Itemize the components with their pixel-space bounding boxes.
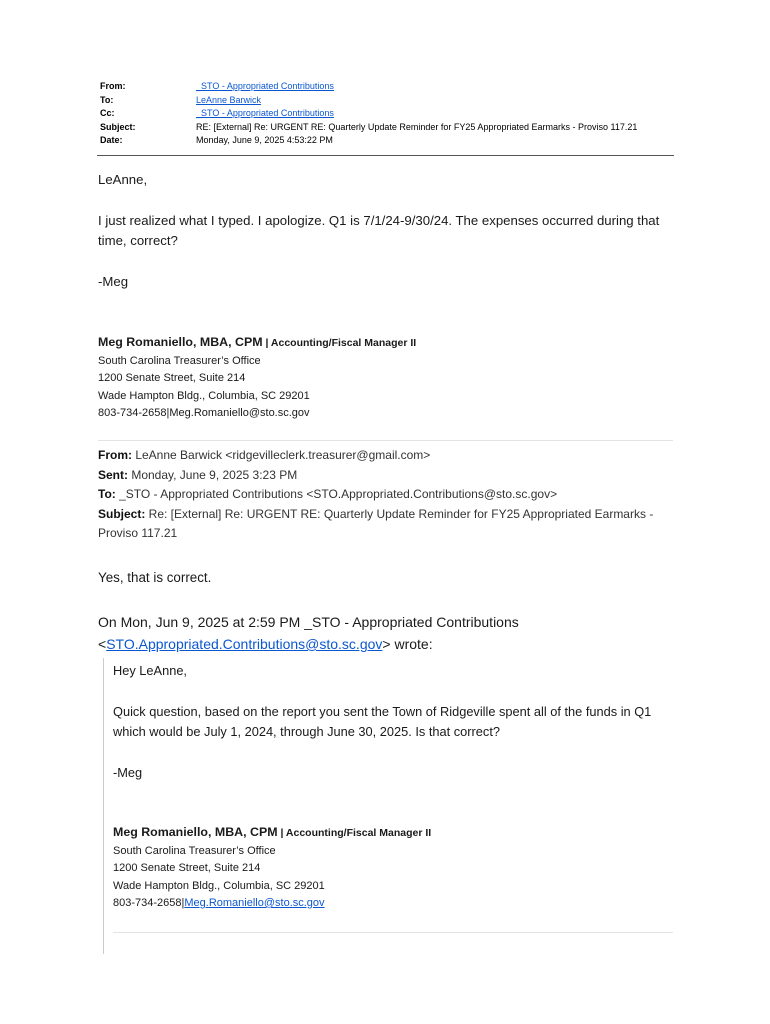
fwd-to-row (98, 485, 678, 505)
header-to-label: To: (100, 94, 114, 105)
attribution-email-link[interactable]: STO.Appropriated.Contributions@sto.sc.gov (106, 636, 383, 652)
fwd-sent-label: Sent: (98, 467, 128, 482)
reply-text: Yes, that is correct. (98, 570, 212, 585)
quoted-sig-address1: 1200 Senate Street, Suite 214 (113, 862, 261, 874)
quote-bar (103, 658, 104, 954)
quoted-sig-name: Meg Romaniello, MBA, CPM (113, 825, 278, 839)
message-closing: -Meg (98, 273, 129, 289)
quoted-sig-address2: Wade Hampton Bldg., Columbia, SC 29201 (113, 879, 325, 892)
signature-contact: 803-734-2658|Meg.Romaniello@sto.sc.gov (98, 407, 310, 419)
quoted-message (113, 661, 673, 913)
signature-name-line (98, 334, 678, 353)
header-subject-label: Subject: (100, 121, 136, 132)
header-to-link[interactable]: LeAnne Barwick (196, 94, 262, 105)
quoted-sig-contact (113, 895, 673, 913)
message-greeting: LeAnne, (98, 172, 148, 187)
forwarded-header (98, 446, 678, 544)
signature-title: | Accounting/Fiscal Manager II (262, 337, 417, 349)
reply-attribution (98, 611, 678, 655)
quoted-divider (113, 932, 673, 933)
header-divider (97, 155, 674, 156)
signature-name: Meg Romaniello, MBA, CPM (98, 335, 263, 349)
quoted-greeting: Hey LeAnne, (113, 663, 187, 678)
email-header (100, 80, 675, 148)
quoted-sig-title: | Accounting/Fiscal Manager II (277, 827, 432, 839)
fwd-sent-value: Monday, June 9, 2025 3:23 PM (128, 467, 298, 482)
header-subject-row (100, 121, 675, 135)
forward-divider (98, 440, 673, 441)
header-subject-value: RE: [External] Re: URGENT RE: Quarterly Update Reminder for FY25 Appropriated Earmarks - Proviso 117.21 (196, 121, 638, 132)
header-date-row (100, 134, 675, 148)
message-text: I just realized what I typed. I apologize. Q1 is 7/1/24-9/30/24. The expenses occurred during that time, correct? (98, 212, 660, 248)
fwd-to-value: _STO - Appropriated Contributions <STO.Appropriated.Contributions@sto.sc.gov> (115, 487, 558, 501)
header-from-label: From: (100, 81, 126, 91)
header-cc-label: Cc: (100, 108, 115, 119)
fwd-subject-row (98, 505, 678, 544)
header-date-value: Monday, June 9, 2025 4:53:22 PM (196, 135, 333, 146)
attribution-lt: < (98, 636, 107, 652)
quoted-signature (113, 824, 673, 913)
header-from-link[interactable]: _STO - Appropriated Contributions (196, 81, 334, 91)
fwd-to-label: To: (98, 487, 116, 501)
header-from-row (100, 80, 675, 94)
header-cc-row (100, 107, 675, 121)
attribution-email-line (98, 633, 678, 655)
quoted-sig-name-line (113, 824, 673, 843)
fwd-subject-value: Re: [External] Re: URGENT RE: Quarterly Update Reminder for FY25 Appropriated Earmarks - Proviso 117.21 (98, 506, 654, 540)
quoted-body: Quick question, based on the report you sent the Town of Ridgeville spent all of the funds in Q1 which would be July 1, 2024, through June 30, 2025. Is that correct? (113, 703, 652, 739)
signature-address1: 1200 Senate Street, Suite 214 (98, 372, 246, 384)
fwd-subject-label: Subject: (98, 506, 146, 521)
fwd-sent-row (98, 466, 678, 486)
signature-org: South Carolina Treasurer’s Office (98, 354, 261, 367)
quoted-sig-email-link[interactable]: Meg.Romaniello@sto.sc.gov (184, 897, 325, 909)
fwd-from-row (98, 446, 678, 466)
message-body (98, 170, 678, 423)
fwd-from-label: From: (98, 448, 132, 462)
signature-address2: Wade Hampton Bldg., Columbia, SC 29201 (98, 389, 310, 402)
attribution-line: On Mon, Jun 9, 2025 at 2:59 PM _STO - Appropriated Contributions (98, 614, 519, 630)
header-date-label: Date: (100, 135, 123, 146)
signature-block (98, 334, 678, 423)
attribution-suffix: > wrote: (382, 636, 433, 652)
header-to-row (100, 94, 675, 108)
quoted-sig-org: South Carolina Treasurer’s Office (113, 844, 276, 857)
fwd-from-value: LeAnne Barwick <ridgevilleclerk.treasurer@gmail.com> (132, 448, 431, 462)
quoted-closing: -Meg (113, 764, 143, 780)
header-cc-link[interactable]: _STO - Appropriated Contributions (196, 108, 334, 119)
quoted-sig-phone: 803-734-2658| (113, 897, 185, 909)
